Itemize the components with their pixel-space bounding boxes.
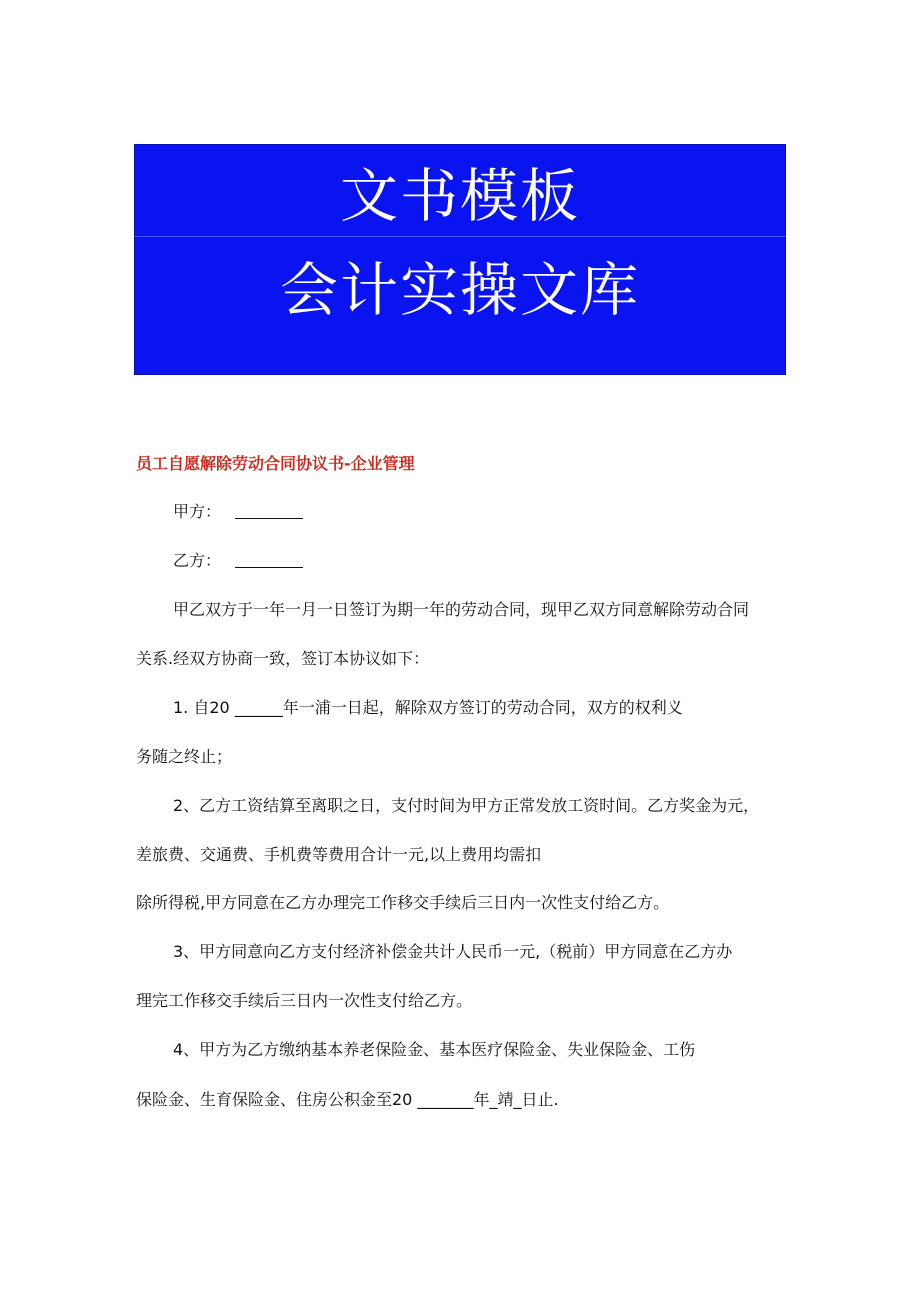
banner-subtitle: 会计实操文库 xyxy=(279,256,640,324)
party-a-line xyxy=(173,501,303,523)
paragraph-line: 务随之终止； xyxy=(136,747,233,766)
paragraph-line: 差旅费、交通费、手机费等费用合计一元,以上费用均需扣 xyxy=(136,845,542,864)
paragraph-line: 甲乙双方于一年一月一日签订为期一年的劳动合同，现甲乙双方同意解除劳动合同 xyxy=(173,600,750,619)
party-b-line xyxy=(173,550,303,572)
template-banner xyxy=(134,144,786,375)
banner-divider xyxy=(135,236,785,237)
banner-title: 文书模板 xyxy=(339,162,580,230)
paragraph-line: 保险金、生育保险金、住房公积金至20 _______年_靖_日止. xyxy=(136,1090,559,1109)
paragraph-line: 4、甲方为乙方缴纳基本养老保险金、基本医疗保险金、失业保险金、工伤 xyxy=(173,1040,696,1059)
document-title: 员工自愿解除劳动合同协议书-企业管理 xyxy=(136,454,415,473)
paragraph-line: 关系.经双方协商一致，签订本协议如下： xyxy=(136,649,430,668)
paragraph-line: 2、乙方工资结算至离职之日，支付时间为甲方正常发放工资时间。乙方奖金为元， xyxy=(173,796,760,815)
paragraph-line: 3、甲方同意向乙方支付经济补偿金共计人民币一元,（税前）甲方同意在乙方办 xyxy=(173,942,733,961)
paragraph-line: 1. 自20 ______年一浦一日起，解除双方签订的劳动合同，双方的权利义 xyxy=(173,698,683,717)
paragraph-line: 理完工作移交手续后三日内一次性支付给乙方。 xyxy=(136,991,473,1010)
party-b-blank xyxy=(235,553,303,568)
paragraph-line: 除所得税,甲方同意在乙方办理完工作移交手续后三日内一次性支付给乙方。 xyxy=(136,893,670,912)
party-a-blank xyxy=(235,504,303,519)
party-b-label: 乙方： xyxy=(173,551,222,570)
party-a-label: 甲方： xyxy=(173,502,222,521)
